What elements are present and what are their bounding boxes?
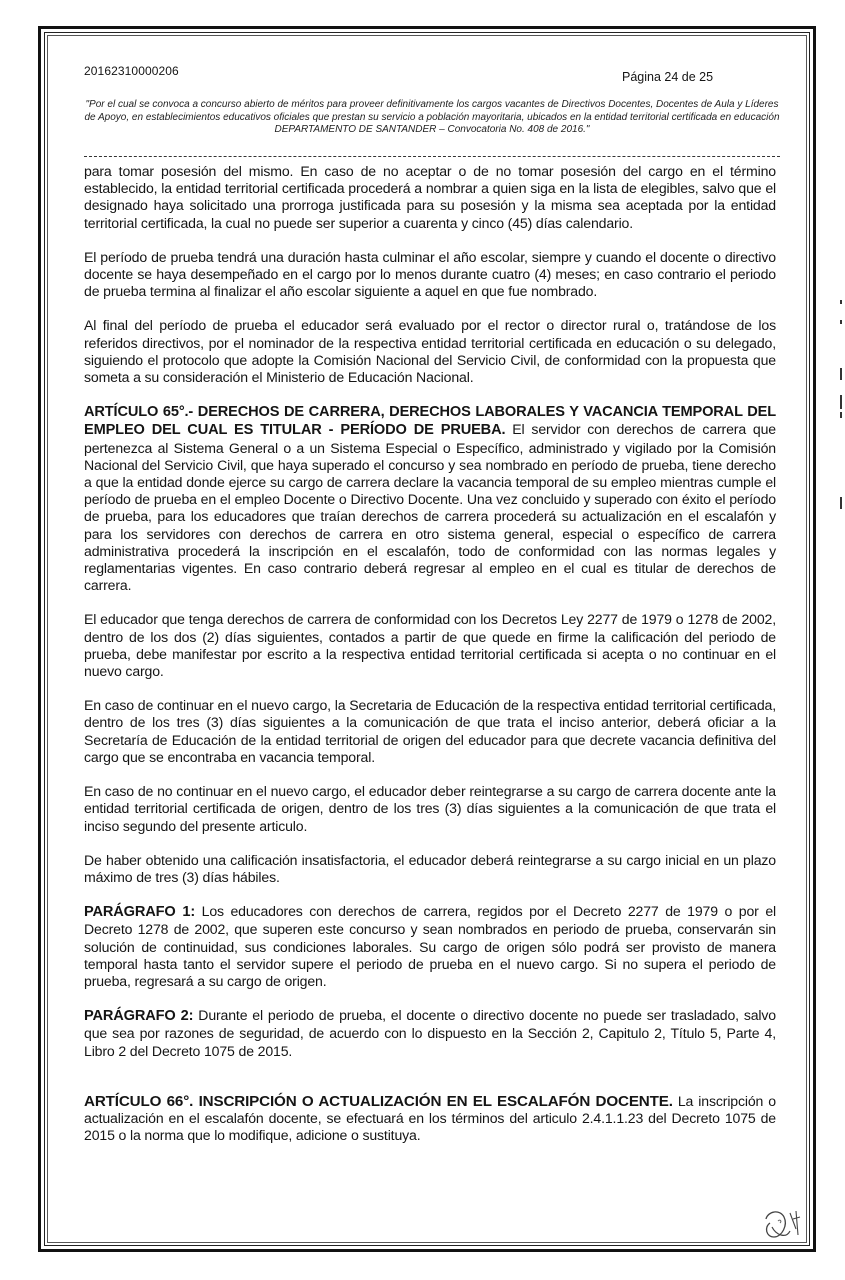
paragraph-manifestar: El educador que tenga derechos de carrera de conformidad con los Decretos Ley 2277 de 1979 o 1278 de 2002, dentro de los dos (2) días siguientes, contados a partir de que quede en firme la calificación del periodo de prueba, debe manifestar por escrito a la respectiva entidad territorial certificada si acepta o no continuar en el nuevo cargo. bbox=[84, 611, 776, 680]
paragrafo-1 bbox=[84, 903, 776, 990]
paragrafo-1-text: Los educadores con derechos de carrera, regidos por el Decreto 2277 de 1979 o por el Decreto 1278 de 2002, que superen este concurso y sean nombrados en periodo de prueba, conservarán sin solución de continuidad, sus condiciones laborales. Su cargo de origen sólo podrá ser provisto de manera temporal hasta tanto el servidor supere el periodo de prueba en el nuevo cargo. Si no supera el periodo de prueba, regresará a su cargo de origen. bbox=[84, 903, 776, 989]
article-66-title: ARTÍCULO 66°. INSCRIPCIÓN O ACTUALIZACIÓN EN EL ESCALAFÓN DOCENTE. bbox=[84, 1092, 673, 1110]
document-body bbox=[84, 163, 776, 1161]
paragraph-periodo-duracion: El período de prueba tendrá una duración hasta culminar el año escolar, siempre y cuando el docente o directivo docente se haya desempeñado en el cargo por lo menos durante cuatro (4) meses; en caso contrario el periodo de prueba termina al finalizar el año escolar siguiente a aquel en que fue nombrado. bbox=[84, 248, 776, 300]
header-resolution-quote: "Por el cual se convoca a concurso abierto de méritos para proveer definitivamente los cargos vacantes de Directivos Docentes, Docentes de Aula y Líderes de Apoyo, en establecimientos educativos oficiales que prestan su servicio a población mayoritaria, ubicados en la entidad territorial certificada en educación DEPARTAMENTO DE SANTANDER – Convocatoria No. 408 de 2016." bbox=[84, 99, 780, 135]
handwritten-initials-icon bbox=[760, 1205, 805, 1245]
paragrafo-1-label: PARÁGRAFO 1: bbox=[84, 904, 196, 921]
paragraph-no-continuar: En caso de no continuar en el nuevo cargo, el educador deber reintegrarse a su cargo de carrera docente ante la entidad territorial certificada de origen, dentro de los tres (3) días siguientes a la comunicación de que trata el inciso segundo del presente articulo. bbox=[84, 783, 776, 834]
article-66 bbox=[84, 1093, 776, 1145]
scan-edge-mark bbox=[840, 412, 842, 418]
article-65 bbox=[84, 403, 776, 594]
paragrafo-2-text: Durante el periodo de prueba, el docente o directivo docente no puede ser trasladado, salvo que sea por razones de seguridad, de acuerdo con lo dispuesto en la Sección 2, Capitulo 2, Título 5, Parte 4, Libro 2 del Decreto 1075 de 2015. bbox=[84, 1007, 776, 1059]
paragraph-insatisfactoria: De haber obtenido una calificación insatisfactoria, el educador deberá reintegrarse a su cargo inicial en un plazo máximo de tres (3) días hábiles. bbox=[84, 851, 776, 885]
header-divider bbox=[84, 156, 780, 157]
article-65-title: ARTÍCULO 65°.- DERECHOS DE CARRERA, DERECHOS LABORALES Y VACANCIA TEMPORAL DEL EMPLEO DEL CUAL ES TITULAR - PERÍODO DE PRUEBA. bbox=[84, 404, 776, 439]
page-number: Página 24 de 25 bbox=[622, 70, 714, 84]
document-number: 20162310000206 bbox=[84, 64, 179, 78]
paragraph-continuar: En caso de continuar en el nuevo cargo, la Secretaria de Educación de la respectiva entidad territorial certificada, dentro de los tres (3) días siguientes a la comunicación de que trata el inciso anterior, deberá oficiar a la Secretaría de Educación de la entidad territorial de origen del educador para que decrete vacancia definitiva del cargo que se encontraba en vacancia temporal. bbox=[84, 697, 776, 765]
scan-edge-mark bbox=[840, 320, 842, 324]
paragraph-evaluacion: Al final del período de prueba el educador será evaluado por el rector o director rural o, tratándose de los referidos directivos, por el nominador de la respectiva entidad territorial certificada en educación o su delegado, siguiendo el protocolo que adopte la Comisión Nacional del Servicio Civil, de conformidad con la propuesta que someta a su consideración el Ministerio de Educación Nacional. bbox=[84, 317, 776, 386]
paragraph-posesion: para tomar posesión del mismo. En caso de no aceptar o de no tomar posesión del cargo en el término establecido, la entidad territorial certificada procederá a nombrar a quien siga en la lista de elegibles, salvo que el designado haya solicitado una prorroga justificada para su posesión y la misma sea aceptada por la entidad territorial certificada, la cual no puede ser superior a cuarenta y cinco (45) días calendario. bbox=[84, 163, 776, 231]
scan-edge-mark bbox=[840, 368, 842, 380]
article-65-text: El servidor con derechos de carrera que pertenezca al Sistema General o a un Sistema Especial o Específico, administrado y vigilado por la Comisión Nacional del Servicio Civil, que haya superado el concurso y sea nombrado en período de prueba, tiene derecho a que la entidad donde ejerce su cargo de carrera declare la vacancia temporal de su empleo mientras cumple el período de prueba en el empleo Docente o Directivo Docente. Una vez concluido y superado con éxito el período de prueba, para los educadores que traían derechos de carrera procederá su actualización en el escalafón y para los servidores con derechos de carrera en otro sistema general, especial o específico de carrera administrativa procederá la inscripción en el escalafón, todo de conformidad con las normas legales y reglamentarias vigentes. En caso contrario deberá regresar al empleo en el cual es titular de derechos de carrera. bbox=[84, 421, 776, 594]
paragrafo-2 bbox=[84, 1007, 776, 1060]
article-66-text: La inscripción o actualización en el escalafón docente, se efectuará en los términos del articulo 2.4.1.1.23 del Decreto 1075 de 2015 o la norma que lo modifique, adicione o sustituya. bbox=[84, 1092, 776, 1144]
paragrafo-2-label: PARÁGRAFO 2: bbox=[84, 1008, 194, 1025]
scan-edge-mark bbox=[840, 395, 842, 409]
scan-edge-mark bbox=[840, 497, 842, 509]
scan-edge-mark bbox=[840, 300, 842, 304]
